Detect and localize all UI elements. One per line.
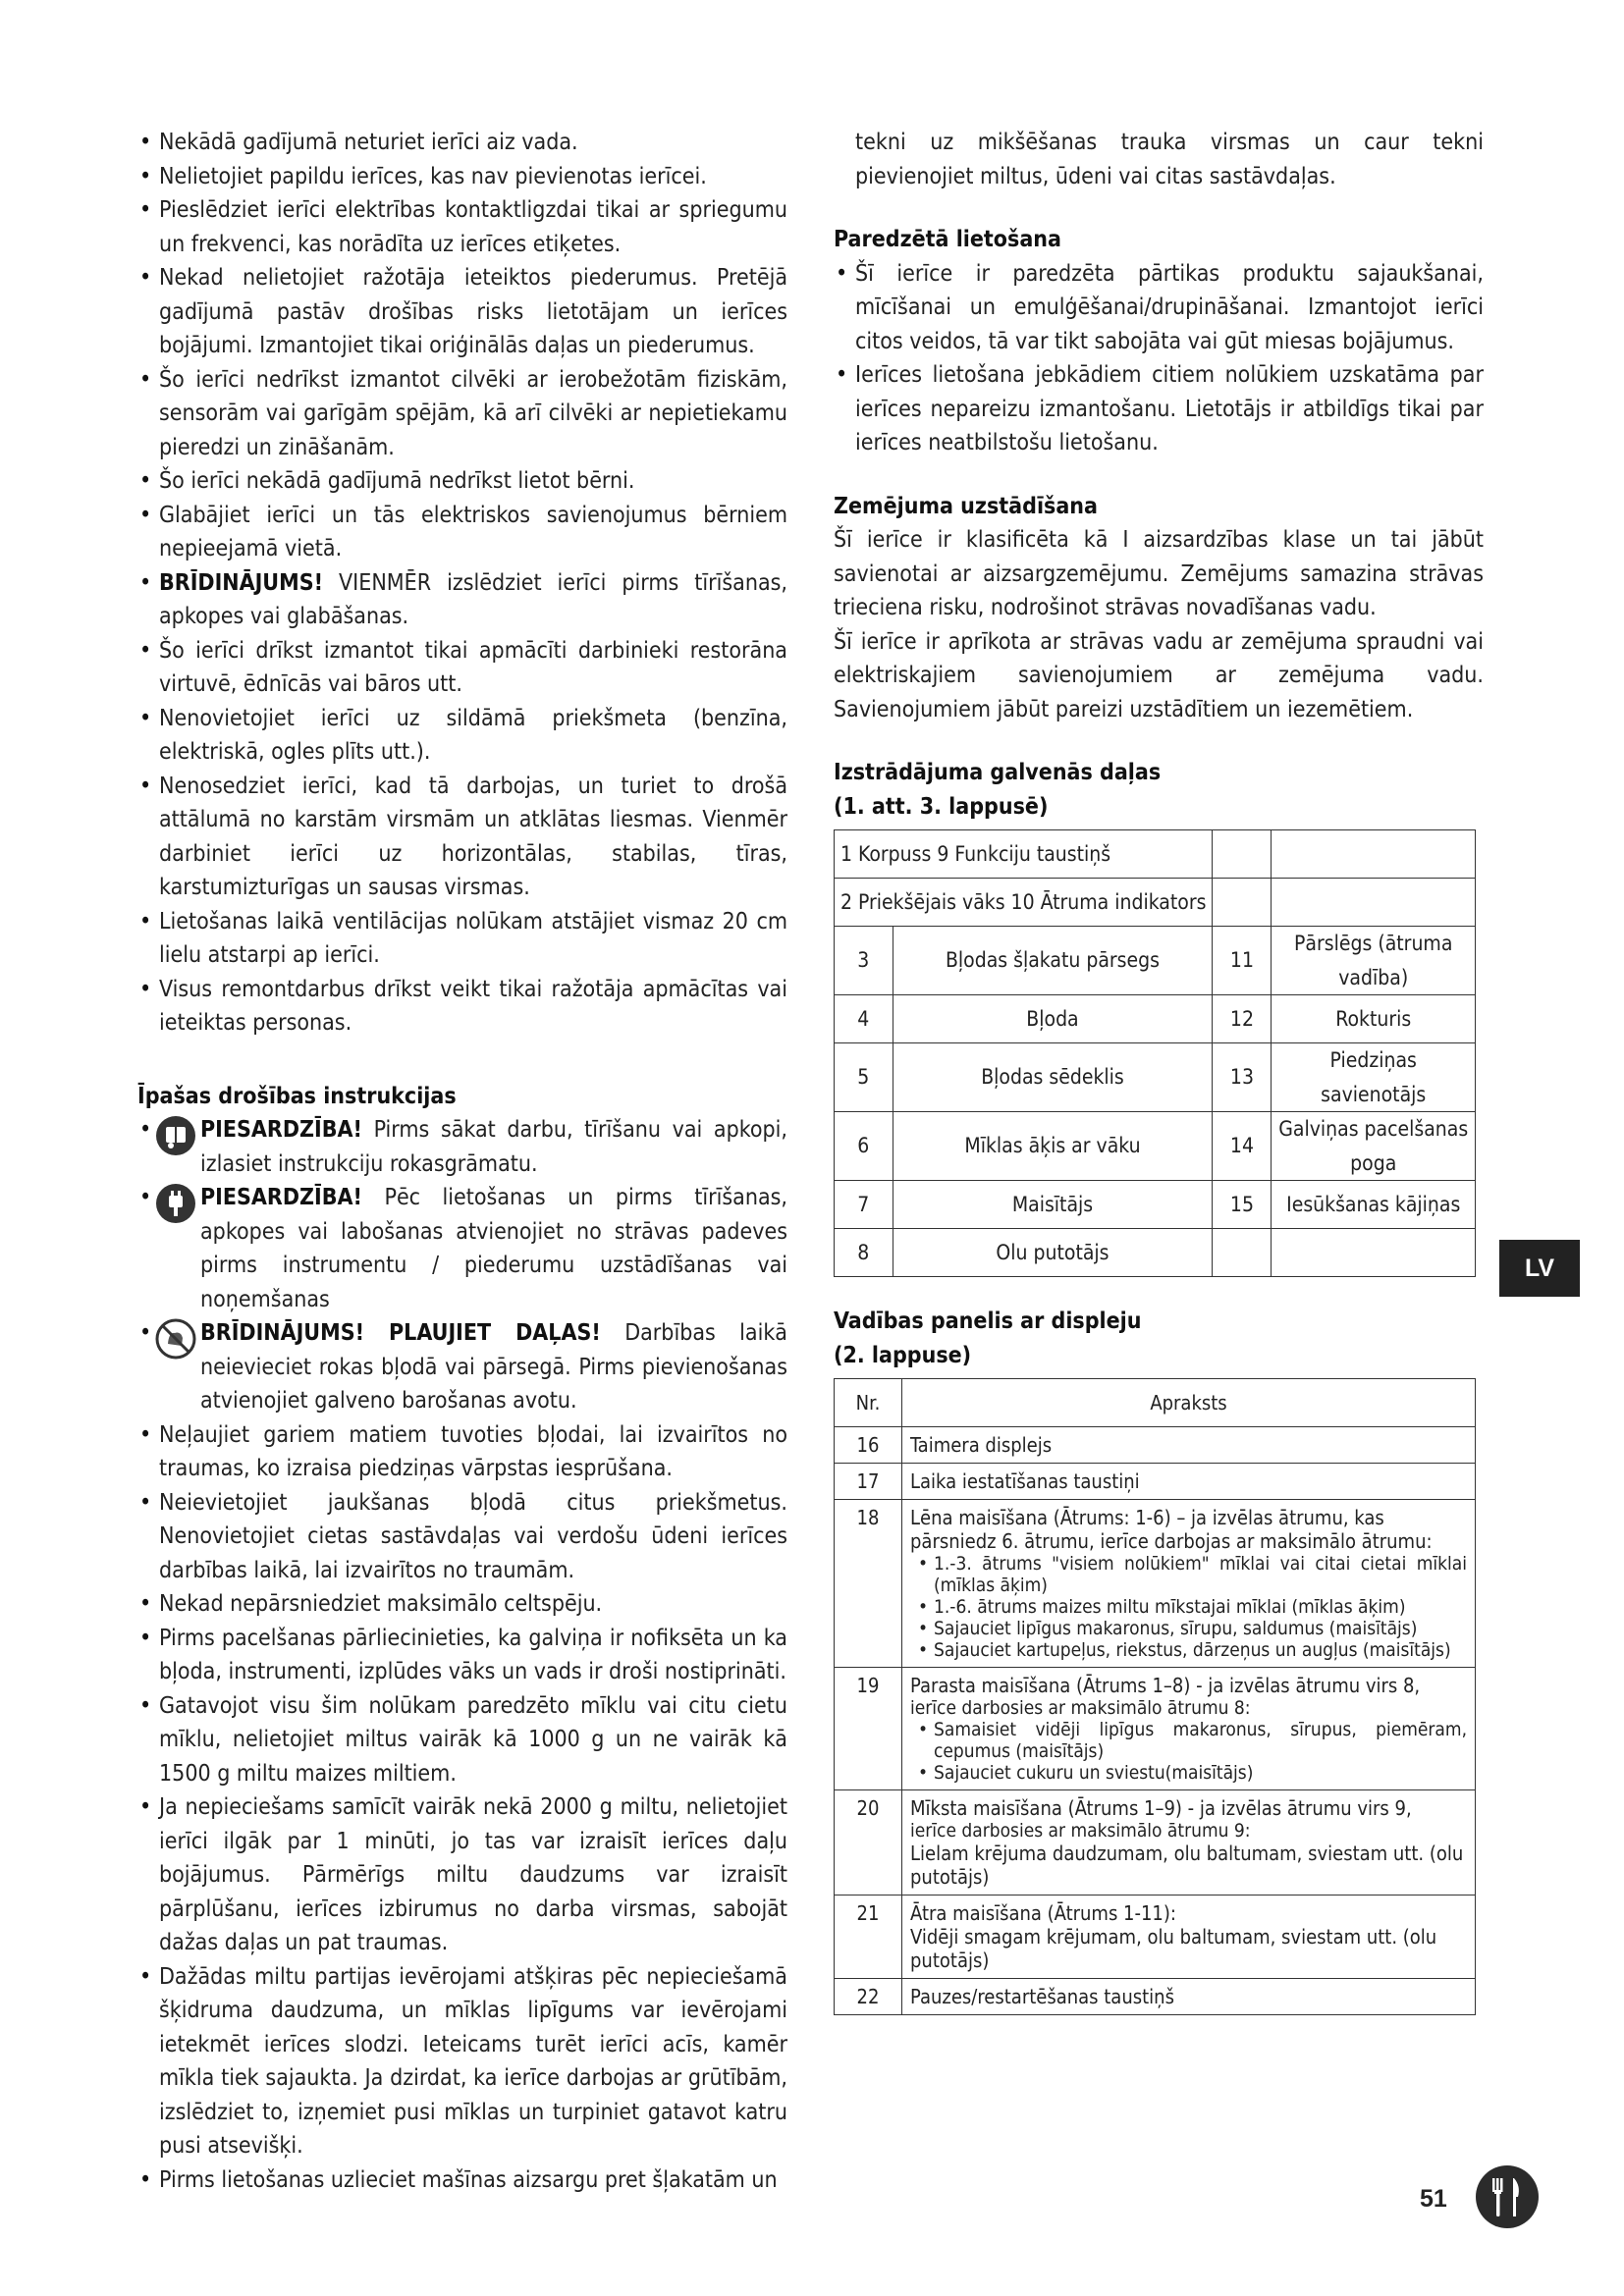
table-cell: Galviņas pacelšanas poga (1272, 1112, 1476, 1181)
table-row (835, 1790, 1476, 1896)
table-cell: 16 (835, 1427, 902, 1464)
table-cell: 12 (1213, 995, 1272, 1043)
list-item: • Neievietojiet jaukšanas bļodā citus priekšmetus. Nenovietojiet cietas sastāvdaļas vai verdošu ūdeni ierīces darbības laikā, lai izvairītos no traumām. (137, 1486, 787, 1588)
intended-use-list (834, 257, 1484, 460)
language-tab: LV (1499, 1240, 1580, 1297)
no-hands-icon (155, 1318, 196, 1360)
list-item: • Samaisiet vidēji lipīgus makaronus, sīrupus, piemēram, cepumus (maisītājs) (910, 1719, 1467, 1762)
special-safety-heading: Īpašas drošības instrukcijas (137, 1083, 457, 1109)
list-item: • Gatavojot visu šim nolūkam paredzēto mīklu vai citu cietu mīklu, nelietojiet miltus vairāk kā 1000 g un ne vairāk kā 1500 g miltu maizes miltiem. (137, 1689, 787, 1791)
column-header-nr: Nr. (835, 1379, 902, 1427)
warning-item-unplug (137, 1181, 787, 1316)
warning-item-read-manual (137, 1113, 787, 1181)
list-item: • Nenosedziet ierīci, kad tā darbojas, un turiet to drošā attālumā no karstām virsmām un atklātas liesmas. Vienmēr darbiniet ierīci uz horizontālas, stabilas, tīras, karstumizturīgas un sausas virsmas. (137, 770, 787, 905)
table-cell: Bļodas sēdeklis (893, 1043, 1213, 1112)
table-cell: 8 (835, 1229, 893, 1277)
list-item: • Glabājiet ierīci un tās elektriskos savienojumus bērniem nepieejamā vietā. (137, 499, 787, 566)
left-column (137, 126, 787, 2197)
control-panel-table (834, 1378, 1476, 2015)
table-cell: Iesūkšanas kājiņas (1272, 1181, 1476, 1229)
table-cell: Bļodas šļakatu pārsegs (893, 927, 1213, 995)
table-cell: Piedziņas savienotājs (1272, 1043, 1476, 1112)
table-cell: Rokturis (1272, 995, 1476, 1043)
parts-subheading: (1. att. 3. lappusē) (834, 793, 1049, 820)
table-cell: Taimera displejs (902, 1427, 1476, 1464)
list-item: • Neļaujiet gariem matiem tuvoties bļodai, lai izvairītos no traumas, ko izraisa piedziņas vārpstas iesprūšana. (137, 1418, 787, 1486)
table-cell: Pauzes/restartēšanas taustiņš (902, 1979, 1476, 2015)
list-item: • Šo ierīci nekādā gadījumā nedrīkst lietot bērni. (137, 464, 787, 499)
warning-text: VIENMĒR izslēdziet ierīci pirms tīrīšanas, apkopes vai glabāšanas. (159, 569, 787, 629)
table-cell: Olu putotājs (893, 1229, 1213, 1277)
list-item-warning (137, 566, 787, 634)
list-item: • Lietošanas laikā ventilācijas nolūkam atstājiet vismaz 20 cm lielu atstarpi ap ierīci. (137, 905, 787, 973)
list-item: • Pirms lietošanas uzlieciet mašīnas aizsargu pret šļakatām un (137, 2163, 787, 2198)
list-item: • 1.-6. ātrums maizes miltu mīkstajai mīklai (mīklas āķim) (910, 1596, 1467, 1618)
row-subtext: ierīce darbosies ar maksimālo ātrumu 9: (910, 1820, 1251, 1842)
table-cell: 5 (835, 1043, 893, 1112)
table-row (835, 995, 1476, 1043)
list-item: • Dažādas miltu partijas ievērojami atšķiras pēc nepieciešamā šķidruma daudzuma, un mīklas lipīgums var ievērojami ietekmēt ierīces slodzi. Ieteicams turēt ierīci acīs, kamēr mīkla tiek sajaukta. Ja dzirdat, ka ierīce darbojas ar grūtībām, izslēdziet to, izņemiet pusi mīklas un turpiniet gatavot katru pusi atsevišķi. (137, 1960, 787, 2163)
table-cell (1272, 1229, 1476, 1277)
table-cell: Bļoda (893, 995, 1213, 1043)
row-description: Parasta maisīšana (Ātrums 1–8) - ja izvēlas ātrumu virs 8, (910, 1674, 1421, 1697)
list-item: • Nekad nelietojiet ražotāja ieteiktos piederumus. Pretējā gadījumā pastāv drošības risks lietotājam un ierīces bojājumi. Izmantojiet tikai oriģinālās daļas un piederumus. (137, 261, 787, 363)
warning-text: Darbības laikā neievieciet rokas bļodā vai pārsegā. Pirms pievienošanas atvienojiet galveno barošanas avotu. (200, 1320, 787, 1414)
row-subtext: ierīce darbosies ar maksimālo ātrumu 8: (910, 1697, 1251, 1719)
warning-item-no-hands (137, 1316, 787, 1418)
list-item: • Pieslēdziet ierīci elektrības kontaktligzdai tikai ar spriegumu un frekvenci, kas norādīta uz ierīces etiķetes. (137, 193, 787, 261)
table-cell: 6 (835, 1112, 893, 1181)
list-item: • Šo ierīci drīkst izmantot tikai apmācīti darbinieki restorāna virtuvē, ēdnīcās vai bāros utt. (137, 634, 787, 702)
warning-label: PIESARDZĪBA! (200, 1185, 362, 1210)
warning-label: PIESARDZĪBA! (200, 1117, 362, 1143)
table-row (835, 1464, 1476, 1500)
table-cell: 17 (835, 1464, 902, 1500)
right-column (834, 126, 1484, 2015)
row-extra: Lielam krējuma daudzumam, olu baltumam, sviestam utt. (olu putotājs) (910, 1842, 1464, 1889)
table-cell: 22 (835, 1979, 902, 2015)
read-manual-icon (155, 1115, 196, 1156)
table-cell: 20 (835, 1790, 902, 1896)
table-cell: 13 (1213, 1043, 1272, 1112)
table-cell (1213, 1229, 1272, 1277)
table-cell: 11 (1213, 927, 1272, 995)
table-cell: 7 (835, 1181, 893, 1229)
list-item: • Sajauciet lipīgus makaronus, sīrupu, saldumus (maisītājs) (910, 1618, 1467, 1639)
grounding-heading: Zemējuma uzstādīšana (834, 493, 1099, 519)
parts-heading: Izstrādājuma galvenās daļas (834, 760, 1162, 785)
table-cell: 2 Priekšējais vāks 10 Ātruma indikators (835, 879, 1213, 927)
special-warnings-list (137, 1113, 787, 2197)
list-item: • Nekādā gadījumā neturiet ierīci aiz vada. (137, 126, 787, 160)
table-row (835, 1668, 1476, 1790)
continued-text: tekni uz mikšēšanas trauka virsmas un caur tekni pievienojiet miltus, ūdeni vai citas sastāvdaļas. (855, 130, 1484, 189)
table-row (835, 1043, 1476, 1112)
table-cell (902, 1790, 1476, 1896)
column-header-desc: Apraksts (902, 1379, 1476, 1427)
table-row (835, 1427, 1476, 1464)
table-cell (1213, 830, 1272, 879)
warning-text: Pēc lietošanas un pirms tīrīšanas, apkopes vai labošanas atvienojiet no strāvas padeves pirms instrumentu / piederumu uzstādīšanas vai noņemšanas (200, 1185, 787, 1312)
table-cell: 21 (835, 1896, 902, 1979)
list-item: • Ierīces lietošana jebkādiem citiem nolūkiem uzskatāma par ierīces nepareizu izmantošanu. Lietotājs ir atbildīgs tikai par ierīces neatbilstošu lietošanu. (834, 358, 1484, 460)
list-item: • 1.-3. ātrums "visiem nolūkiem" mīklai vai citai cietai mīklai (mīklas āķim) (910, 1553, 1467, 1596)
table-row (835, 879, 1476, 927)
table-row (835, 927, 1476, 995)
parts-table (834, 829, 1476, 1277)
table-row (835, 1112, 1476, 1181)
list-item: • Nenovietojiet ierīci uz sildāmā priekšmeta (benzīna, elektriskā, ogles plīts utt.). (137, 702, 787, 770)
table-cell: Maisītājs (893, 1181, 1213, 1229)
grounding-paragraph-2: Šī ierīce ir aprīkota ar strāvas vadu ar zemējuma spraudni vai elektriskajiem savienojumiem ar zemējuma vadu. Savienojumiem jābūt pareizi uzstādītiem un iezemētiem. (834, 628, 1484, 722)
table-header-row (835, 1379, 1476, 1427)
table-cell: 1 Korpuss 9 Funkciju taustiņš (835, 830, 1213, 879)
table-cell (1272, 830, 1476, 879)
table-cell: Pārslēgs (ātruma vadība) (1272, 927, 1476, 995)
table-row (835, 830, 1476, 879)
table-cell: Mīklas āķis ar vāku (893, 1112, 1213, 1181)
list-item: • Šī ierīce ir paredzēta pārtikas produktu sajaukšanai, mīcīšanai un emulģēšanai/drupināšanai. Izmantojot ierīci citos veidos, tā var tikt sabojāta vai gūt miesas bojājumus. (834, 257, 1484, 359)
list-item: • Pirms pacelšanas pārliecinieties, ka galviņa ir nofiksēta un ka bļoda, instrumenti, izplūdes vāks un vads ir droši nostiprināti. (137, 1622, 787, 1689)
table-cell: 19 (835, 1668, 902, 1790)
table-cell (902, 1668, 1476, 1790)
table-cell: 14 (1213, 1112, 1272, 1181)
row-list (910, 1553, 1467, 1661)
cutlery-logo-icon (1475, 2164, 1540, 2229)
table-cell: 3 (835, 927, 893, 995)
warning-label: BRĪDINĀJUMS! (159, 569, 324, 596)
table-row (835, 1896, 1476, 1979)
row-list (910, 1719, 1467, 1784)
list-item: • Ja nepieciešams samīcīt vairāk nekā 2000 g miltu, nelietojiet ierīci ilgāk par 1 minūti, jo tas var izraisīt ierīces daļu bojājumus. Pārmērīgs miltu daudzums var izraisīt pārplūšanu, ierīces izbirumus no darba virsmas, sabojāt dažas daļas un pat traumas. (137, 1790, 787, 1960)
page-number: 51 (1420, 2185, 1447, 2213)
row-extra: Vidēji smagam krējumam, olu baltumam, sviestam utt. (olu putotājs) (910, 1925, 1437, 1972)
table-row (835, 1500, 1476, 1668)
warning-label: BRĪDINĀJUMS! PLAUJIET DAĻAS! (200, 1320, 601, 1346)
table-cell: 4 (835, 995, 893, 1043)
intended-use-heading: Paredzētā lietošana (834, 227, 1061, 252)
table-row (835, 1181, 1476, 1229)
table-cell: Laika iestatīšanas taustiņi (902, 1464, 1476, 1500)
panel-subheading: (2. lappuse) (834, 1342, 972, 1368)
table-row (835, 1979, 1476, 2015)
table-row (835, 1229, 1476, 1277)
table-cell (1213, 879, 1272, 927)
table-cell (902, 1500, 1476, 1668)
list-item: • Nekad nepārsniedziet maksimālo celtspēju. (137, 1587, 787, 1622)
list-item: • Visus remontdarbus drīkst veikt tikai ražotāja apmācītas vai ieteiktas personas. (137, 973, 787, 1041)
list-item: • Sajauciet kartupeļus, riekstus, dārzeņus un augļus (maisītājs) (910, 1639, 1467, 1661)
panel-heading: Vadības panelis ar displeju (834, 1308, 1142, 1334)
row-description: Mīksta maisīšana (Ātrums 1–9) - ja izvēlas ātrumu virs 9, (910, 1796, 1412, 1820)
unplug-icon (155, 1183, 196, 1224)
table-cell (902, 1896, 1476, 1979)
table-cell (1272, 879, 1476, 927)
row-description: Ātra maisīšana (Ātrums 1-11): (910, 1901, 1176, 1925)
list-item: • Šo ierīci nedrīkst izmantot cilvēki ar ierobežotām fiziskām, sensorām vai garīgām spējām, kā arī cilvēki ar nepietiekamu pieredzi un zināšanām. (137, 363, 787, 465)
row-description: Lēna maisīšana (Ātrums: 1-6) – ja izvēlas ātrumu, kas pārsniedz 6. ātrumu, ierīce darbojas ar maksimālo ātrumu: (910, 1506, 1433, 1553)
list-item: • Nelietojiet papildu ierīces, kas nav pievienotas ierīcei. (137, 160, 787, 194)
list-item: • Sajauciet cukuru un sviestu(maisītājs) (910, 1762, 1467, 1784)
table-cell: 18 (835, 1500, 902, 1668)
table-cell: 15 (1213, 1181, 1272, 1229)
general-safety-list (137, 126, 787, 1041)
warning-text: Pirms sākat darbu, tīrīšanu vai apkopi, izlasiet instrukciju rokasgrāmatu. (200, 1117, 787, 1177)
grounding-paragraph-1: Šī ierīce ir klasificēta kā I aizsardzības klase un tai jābūt savienotai ar aizsargzemējumu. Zemējums samazina strāvas trieciena risku, nodrošinot strāvas novadīšanas vadu. (834, 527, 1484, 620)
